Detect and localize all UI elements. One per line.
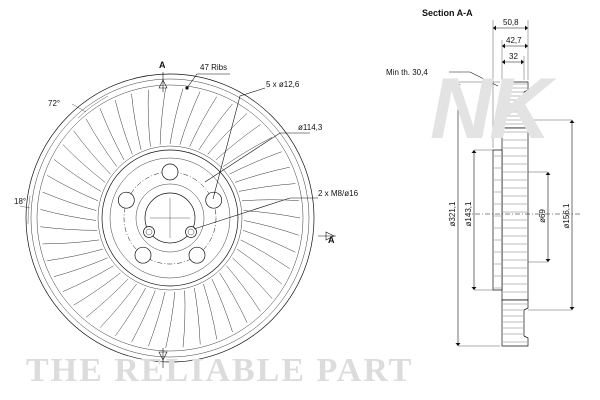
angle-label-72: 72°: [48, 99, 61, 108]
brand-watermark: NK: [430, 61, 549, 157]
callout-pcd: ø114,3: [298, 123, 323, 132]
section-title: Section A-A: [422, 8, 473, 18]
section-view-group: [386, 8, 580, 346]
dim-hat-width: 42,7: [506, 36, 522, 45]
note-min-thickness: Min th. 30,4: [386, 68, 428, 77]
callout-bolt-holes: 5 x ø12,6: [266, 80, 300, 89]
callout-ribs: 47 Ribs: [200, 63, 228, 72]
dim-overall-width: 50,8: [503, 18, 519, 27]
main-watermark: THE RELIABLE PART: [26, 352, 414, 389]
callout-threads: 2 x M8/ø16: [318, 189, 359, 198]
front-view-group: [14, 60, 359, 368]
dim-outer-dia: ø321,1: [448, 201, 457, 227]
section-mark-a-top: A: [159, 60, 166, 70]
dim-hat-dia: ø143,1: [464, 201, 473, 227]
leader-dot-ribs: [185, 86, 188, 89]
dim-disc-thickness: 32: [509, 52, 518, 61]
dim-centre-bore: ø69: [538, 209, 547, 223]
section-mark-a-bottom: A: [328, 235, 335, 245]
dim-friction-dia: ø156,1: [562, 203, 571, 229]
angle-label-18: 18°: [14, 197, 27, 206]
